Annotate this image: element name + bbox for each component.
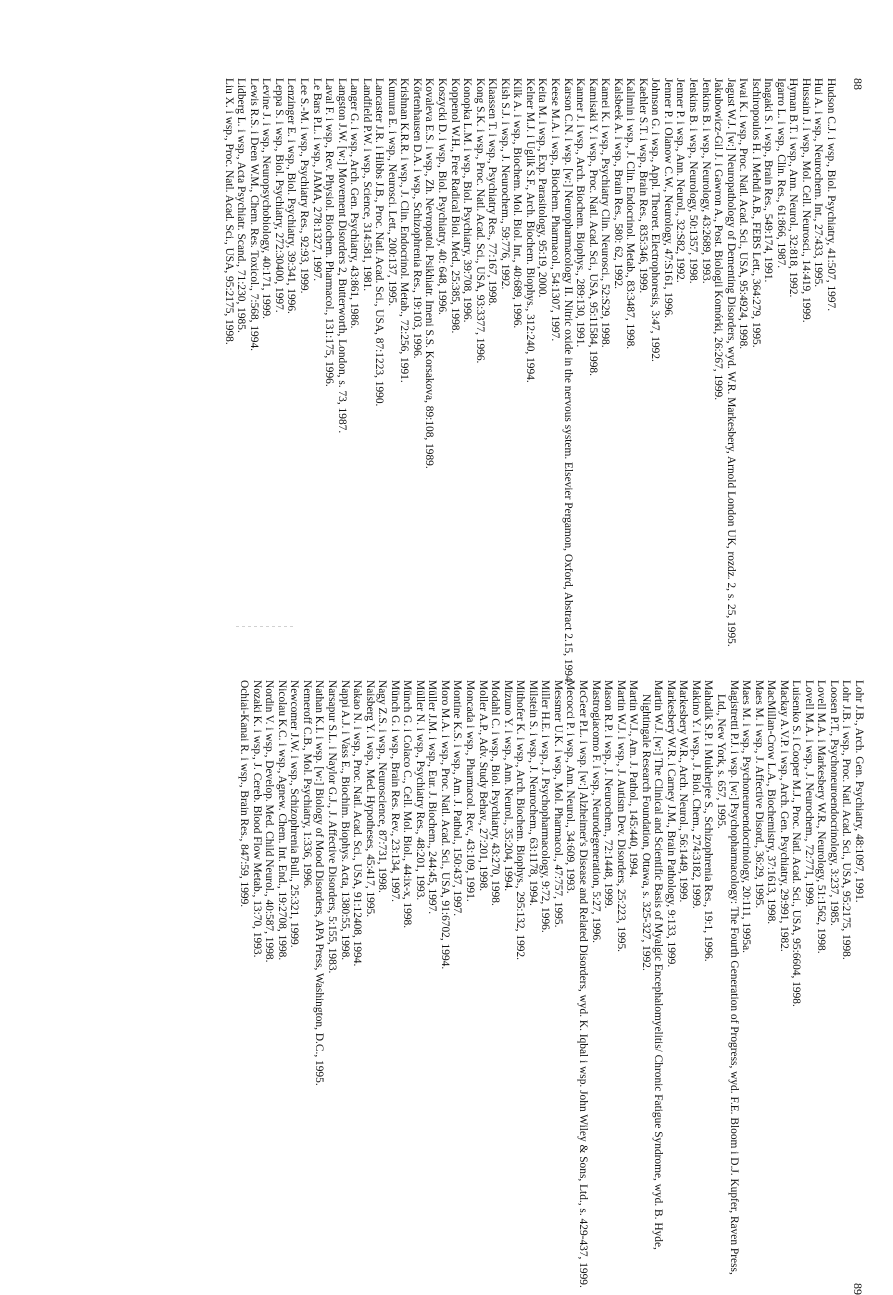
reference-entry: Jagust W.J. [w:] Neuropathology of Dementing Disorders, wyd. W.R. Markesbery, Arnold London UK, rozdz. 2, s. 25, 1995.: [724, 78, 737, 647]
reference-entry: Keita M. i wsp., Exp. Parasitology, 95:19, 2000.: [536, 78, 549, 298]
reference-entry: Jenkins B. i wsp., Neurology, 43:2689, 1993.: [699, 78, 712, 284]
reference-entry: Luisenko S. i Cooper M.J., Proc. Natl. Acad. Sci., USA, 95:6604, 1998.: [790, 680, 803, 1007]
reference-entry: Lewis R.S. i Deen W.M., Chem. Res. Toxicol., 7:568, 1994.: [247, 78, 260, 351]
reference-entry: Klaassen T. i wsp., Psychiatry Res., 77:167, 1998.: [486, 78, 499, 307]
right-page: [238, 680, 865, 1295]
reference-entry: Mastrogiacomo F. i wsp., Neurodegeneration, 5:27, 1996.: [589, 680, 602, 943]
reference-entry: Kaehler S.T. i wsp., Brain Res., 835:346, 1999.: [636, 78, 649, 294]
reference-entry: Martin W.J., Am. J. Pathol., 145:440, 1994.: [627, 680, 640, 878]
reference-entry: Koszycki D. i wsp., Biol. Psychiatry, 40: 648, 1996.: [436, 78, 449, 315]
reference-entry: Jenner P. i wsp., Ann. Neurol., 32:S82, 1992.: [674, 78, 687, 283]
reference-entry: Mahadik S.P. i Mukherjee S., Schizophrenia Res., 19:1, 1996.: [702, 680, 715, 962]
reference-entry: Newcomer J.W. i wsp., Schizophrenia Bull., 25:321, 1999.: [288, 680, 301, 948]
reference-entry: Mithofer K. i wsp., Arch. Biochem. Biophys., 295:132, 1992.: [514, 680, 527, 961]
reference-entry: Hui A. i wsp., Neurochem. Int., 27:433, 1995.: [812, 78, 825, 288]
reference-entry: Loosen P.T., Psychoneuroendocrinology, 3:237, 1985.: [827, 680, 840, 926]
reference-entry: Mackay A.V.P. i wsp., Arch. Gen. Psychiatry, 29:991, 1982.: [777, 680, 790, 952]
reference-entry: Krishnan K.R.R. i wsp., J. Clin. Endocrinol. Metab., 72:256, 1991.: [398, 78, 411, 383]
reference-entry: Maes M. i wsp., J. Affective Disord., 36:29, 1995.: [752, 680, 765, 909]
reference-entry: Leppa S. i wsp., Biol. Psychiatry, 272:30400, 1997.: [272, 78, 285, 313]
reference-entry: Naisberg Y. i wsp., Med. Hypotheses, 45:417, 1995.: [363, 680, 376, 918]
reference-entry: Messmer U.K. i wsp., Mol. Pharmacol., 47:757, 1995.: [551, 680, 564, 928]
reference-entry: Kelner M.J. i Uglik S.F., Arch. Biochem. Biophys., 312:240, 1994.: [523, 78, 536, 383]
reference-entry: Martin W.J. [w:] The Clinical and Scientific Basis of Myalgic Encephalomyelitis/ Chronic Fatigue Syndrome, wyd. B. Hyde, Nightingale Research Foundation, Ottawa, s. 325-327, 1992.: [639, 680, 665, 1250]
page-number: 89: [851, 1283, 865, 1295]
reference-entry: Miller H.E. i wsp., J. Psychopharmacology, 9:72, 1996.: [539, 680, 552, 933]
reference-entry: Iwai K. i wsp., Proc. Natl. Acad. Sci., USA, 95:4924, 1998.: [737, 78, 750, 350]
reference-entry: Müller N. i wsp., Psychiatry Res., 48:201, 1993.: [413, 680, 426, 901]
left-page: [222, 78, 865, 693]
reference-entry: Nozaki K. i wsp., J. Cereb. Blood Flow Metab., 13:70, 1993.: [250, 680, 263, 958]
page-number: 88: [851, 78, 865, 90]
reference-entry: Münch G. i Colaco C., Cell. Mol. Biol., 44:ix-x, 1998.: [401, 680, 414, 929]
reference-entry: Ochiai-Kanai R. i wsp., Brain Res., 847:59, 1999.: [238, 680, 251, 908]
reference-entry: Lohr J.B., Arch. Gen. Psychiatry, 48:1097, 1991.: [853, 680, 865, 903]
reference-entry: Johnson G. i wsp., Appl. Theoret. Electrophoresis, 3:47, 1992.: [649, 78, 662, 362]
reference-entry: Montine K.S. i wsp., Am. J. Pathol., 150:437, 1997.: [451, 680, 464, 917]
reference-entry: Moncada i wsp., Pharmacol. Rev., 43:109, 1991.: [464, 680, 477, 902]
reference-entry: Mecocci P. i wsp., Ann. Neurol., 34:609, 1993.: [564, 680, 577, 894]
reference-entry: Koppenol W.H., Free Radical Biol. Med., 25:385, 1998.: [448, 78, 461, 334]
reference-entry: Hudson C.J. i wsp., Biol. Psychiatry, 41:507, 1997.: [825, 78, 837, 312]
reference-entry: Lidberg L. i wsp., Acta Psychiatr. Scand., 71:230, 1985.: [235, 78, 248, 333]
reference-entry: Moller A.P., Adv. Study Behav., 27:201, 1998.: [476, 680, 489, 892]
reference-entry: Kilk A. i wsp., Biochem. Mol. Biol. Int., 40:689, 1996.: [511, 78, 524, 329]
reference-entry: Kovaleva E.S. i wsp., Zh. Nevropatol. Psikhiatr. Imeni S.S. Korsakova, 89:108, 1989.: [423, 78, 436, 469]
reference-entry: Kanner J. i wsp., Arch. Biochem. Biophys., 289:130, 1991.: [574, 78, 587, 348]
reference-entry: Nicolau K.C. i wsp., Agnew. Chem. Int. End., 19:2708, 1998.: [275, 680, 288, 961]
reference-list-right: [238, 680, 865, 1295]
reference-entry: Moro M.A. i wsp., Proc. Natl. Acad. Sci., USA, 91:6702, 1994.: [438, 680, 451, 970]
reference-entry: Münch G. i wsp., Brain Res. Rev., 23:134, 1997.: [388, 680, 401, 902]
reference-entry: Langston J.W. [w:] Movement Disorders 2, Butterworth, London, s. 73, 1987.: [335, 78, 348, 434]
reference-entry: Nappi A.J. i Vass E., Biochim. Biophys. Acta, 1380:55, 1998.: [338, 680, 351, 961]
reference-entry: Nordin V. i wsp., Develop. Med. Child Neurol., 40:587, 1998.: [263, 680, 276, 963]
reference-entry: Mason R.P. i wsp., J. Neurochem., 72:1448, 1999.: [602, 680, 615, 909]
reference-entry: Nagy Z.S. i wsp., Neuroscience, 87:731, 1998.: [376, 680, 389, 893]
reference-entry: Landfield P.W. i wsp., Science, 314:581, 1981.: [360, 78, 373, 292]
reference-entry: Nemeroff C.B., Mol. Psychiatry, 1:336, 1996.: [300, 680, 313, 889]
reference-entry: Milstein S. i wsp., J. Neurochem., 63:1178, 1994.: [526, 680, 539, 906]
reference-entry: Hyman B.T. i wsp., Ann. Neurol., 32:818, 1992.: [787, 78, 800, 298]
reference-entry: Kong S.K. i wsp., Proc. Natl. Acad. Sci., USA, 93:3377, 1996.: [473, 78, 486, 364]
reference-entry: Konopka L.M. i wsp., Biol. Psychiatry, 39:708, 1996.: [461, 78, 474, 323]
reference-entry: Nathan K.I. i wsp. [w:] Biology of Mood Disorders, APA Press, Washington, D.C., 1995.: [313, 680, 326, 1086]
reference-entry: Martin W.J. i wsp., J. Autism Dev. Disorders, 25:223, 1995.: [614, 680, 627, 953]
reference-entry: Müller J.M. i wsp., Eur. J. Biochem., 244:45, 1997.: [426, 680, 439, 915]
reference-entry: Makino Y. i wsp., J. Biol. Chem., 274:3182, 1999.: [689, 680, 702, 909]
reference-entry: Lovell M.A. i Markesbery W.R., Neurology, 51:1562, 1998.: [815, 680, 828, 954]
reference-entry: Lohr J.B. i wsp., Proc. Natl. Acad. Sci., USA, 95:2175, 1998.: [840, 680, 853, 960]
reference-entry: Magistretti P.J. i wsp. [w:] Psychopharmacology: The Fourth Generation of Progress, wyd. F.E. Bloom i D.J. Kupfer, Raven Press, Ltd., New York, s. 657, 1995.: [714, 680, 740, 1275]
reference-entry: Inagaki S. i wsp., Brain Res., 549:174, 1991.: [762, 78, 775, 283]
reference-entry: Ischiropoulos H. i Mehdi A.B., FEBS Lett., 364:279, 1995.: [749, 78, 762, 348]
reference-entry: Kish S.J. i wsp., J. Neurochem., 59:776, 1992.: [498, 78, 511, 290]
reference-entry: Keese M.A. i wsp., Biochem. Pharmacol., 54:1307, 1997.: [548, 78, 561, 342]
reference-entry: MacMillan-Crow L.A., Biochemistry, 37:1613, 1998.: [765, 680, 778, 925]
reference-entry: Jenner P. i Olanow C.W., Neurology, 47:S161, 1996.: [661, 78, 674, 318]
reference-entry: Liu X. i wsp., Proc. Natl. Acad. Sci., USA, 95:2175, 1998.: [222, 78, 235, 345]
reference-entry: Kalimin i wsp., J. Clin. Endocrinol. Metab., 83:3487, 1998.: [624, 78, 637, 350]
reference-entry: Levine J. i wsp., Neuropsychobiology, 40:171, 1999.: [260, 78, 273, 319]
reference-entry: Mizuno Y. i wsp., Ann. Neurol., 35:204, 1994.: [501, 680, 514, 892]
reference-entry: Kumura E. i wsp., Neurosci. Lett., 200:137, 1995.: [385, 78, 398, 307]
reference-entry: Markesbery W.R. i Carney J.M., Brain Pathology, 9:133, 1999.: [664, 680, 677, 968]
reference-entry: Kamisaki Y. i wsp., Proc. Natl. Acad. Sci., USA, 95:11584, 1998.: [586, 78, 599, 376]
reference-entry: Lovell M.A. i wsp., J. Neurochem., 72:771, 1999.: [802, 680, 815, 908]
reference-entry: Kalsbeek A. i wsp., Brain Res., 580: 62, 1992.: [611, 78, 624, 290]
reference-entry: Le Bars P.L. i wsp., JAMA, 278:1327, 1997.: [310, 78, 323, 282]
reference-entry: Lenzinger E. i wsp., Biol. Psychiatry, 39:341, 1996.: [285, 78, 298, 314]
reference-entry: Narsapur S.L. i Naylor G.J., J. Affective Disorders, 5:155, 1983.: [326, 680, 339, 974]
reference-entry: Körtenhausen D.A. i wsp., Schizophrenia Res., 19:103, 1996.: [410, 78, 423, 359]
reference-entry: Jakubowicz-Gil J. i Gawron A., Post. Biologii Komórki, 26:267, 1999.: [712, 78, 725, 401]
reference-entry: Lee S.-M. i wsp., Psychiatry Res., 92:93, 1999.: [298, 78, 311, 294]
reference-entry: Hussain J. i wsp., Mol. Cell. Neurosci., 14:419, 1999.: [799, 78, 812, 323]
reference-entry: Karson C.N. i wsp. [w:] Neuropharmacology II. Nitric oxide in the nervous system. Elsevier Pergamon, Oxford, Abstract 2.15, 1994.: [561, 78, 574, 685]
reference-entry: Kamei K. i wsp., Psychiatry Clin. Neurosci., 52:S29, 1998.: [599, 78, 612, 348]
reference-entry: Laval F. i wsp., Rev. Physiol. Biochem. Pharmacol., 131:175, 1996.: [323, 78, 336, 387]
reference-entry: Maes M. i wsp., Psychoneuroendocrinology, 20:111, 1995a.: [740, 680, 753, 954]
reference-entry: Markesbery W.R., Arch. Neurol., 56:1449, 1999.: [677, 680, 690, 903]
reference-list-left: [222, 78, 837, 693]
reference-entry: Jenkins B. i wsp., Neurology, 50:1357, 1998.: [686, 78, 699, 284]
reference-entry: Langer G. i wsp., Arch. Gen. Psychiatry, 43:861, 1986.: [348, 78, 361, 329]
reference-entry: Modahl C. i wsp., Biol. Psychiatry, 43:270, 1998.: [489, 680, 502, 906]
reference-entry: Igarro L. i wsp., Clin. Res., 61:866, 1987.: [774, 78, 787, 269]
reference-entry: Lancaster J.R. i Hibbs J.B., Proc. Natl. Acad. Sci., USA, 87:1223, 1990.: [373, 78, 386, 407]
reference-entry: McGeer P.L. i wsp. [w:] Alzheimer's Disease and Related Disorders, wyd. K. Iqbal i wsp. John Wiley & Sons, Ltd., s. 429-437, 1999.: [576, 680, 589, 1288]
reference-entry: Nakao N. i wsp., Proc. Natl. Acad. Sci., USA, 91:12408, 1994.: [351, 680, 364, 967]
